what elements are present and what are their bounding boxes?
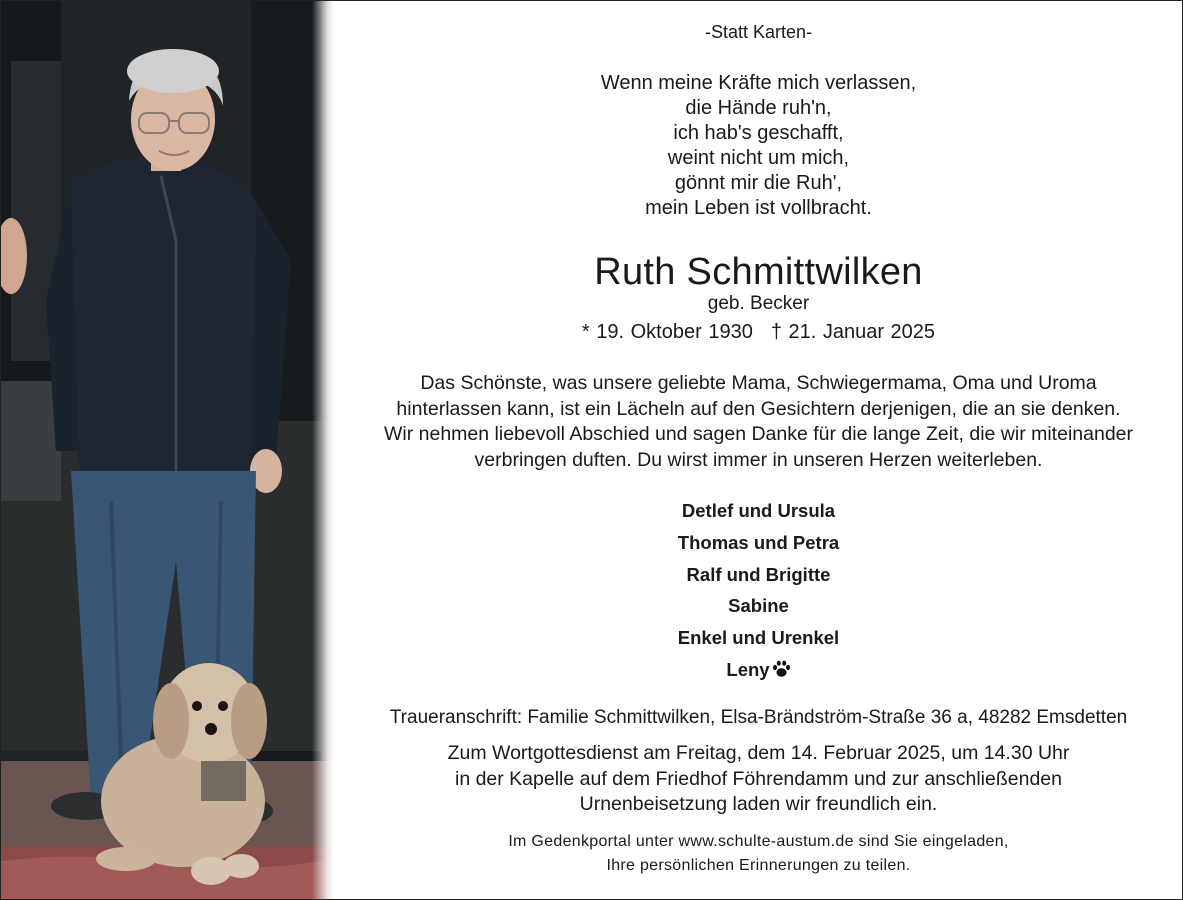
family-member: Ralf und Brigitte [686,563,831,585]
mourning-address: Traueranschrift: Familie Schmittwilken, Elsa-Brändström-Straße 36 a, 48282 Emsdetten [389,707,1128,728]
portal-line: Im Gedenkportal unter www.schulte-austum.de sind Sie eingeladen, [508,833,1009,850]
poem-line: mein Leben ist vollbracht. [645,197,872,219]
family-member: Enkel und Urenkel [677,627,840,649]
memorial-portal-note [336,830,1181,878]
paw-icon [772,656,791,688]
portal-line: Ihre persönlichen Erinnerungen zu teilen. [606,857,911,874]
pet-name: Leny [726,658,770,680]
family-member-pet [336,654,1181,688]
life-dates [336,321,1181,344]
family-member: Thomas und Petra [677,531,840,553]
family-member: Sabine [728,595,789,617]
deceased-name: Ruth Schmittwilken [594,251,923,293]
message-line: verbringen duften. Du wirst immer in unseren Herzen weiterleben. [474,448,1043,471]
death-date: † 21. Januar 2025 [770,321,936,343]
portrait-photo [1,1,334,899]
obituary-text [336,1,1181,899]
poem-line: Wenn meine Kräfte mich verlassen, [600,72,917,94]
statt-karten: -Statt Karten- [704,22,813,42]
poem [336,71,1181,221]
family-member: Detlef und Ursula [681,500,836,521]
poem-line: weint nicht um mich, [667,147,850,169]
service-line: Zum Wortgottesdienst am Freitag, dem 14. Februar 2025, um 14.30 Uhr [447,742,1070,764]
message-line: Wir nehmen liebevoll Abschied und sagen Danke für die lange Zeit, die wir miteinander [384,423,1133,445]
message-line: hinterlassen kann, ist ein Lächeln auf den Gesichtern derjenigen, die an sie denken. [396,397,1121,420]
poem-line: gönnt mir die Ruh', [674,172,843,194]
poem-line: ich hab's geschafft, [673,122,844,144]
birth-date: * 19. Oktober 1930 [581,321,753,343]
service-line: in der Kapelle auf dem Friedhof Föhrendamm und zur anschließenden [454,767,1062,790]
message [336,371,1181,473]
service-info [336,741,1181,818]
maiden-name: geb. Becker [707,293,810,314]
family-list [336,495,1181,688]
poem-line: die Hände ruh'n, [685,97,832,119]
message-line: Das Schönste, was unsere geliebte Mama, Schwiegermama, Oma und Uroma [420,372,1097,394]
service-line: Urnenbeisetzung laden wir freundlich ein. [579,793,938,815]
portrait-illustration [1,1,334,899]
